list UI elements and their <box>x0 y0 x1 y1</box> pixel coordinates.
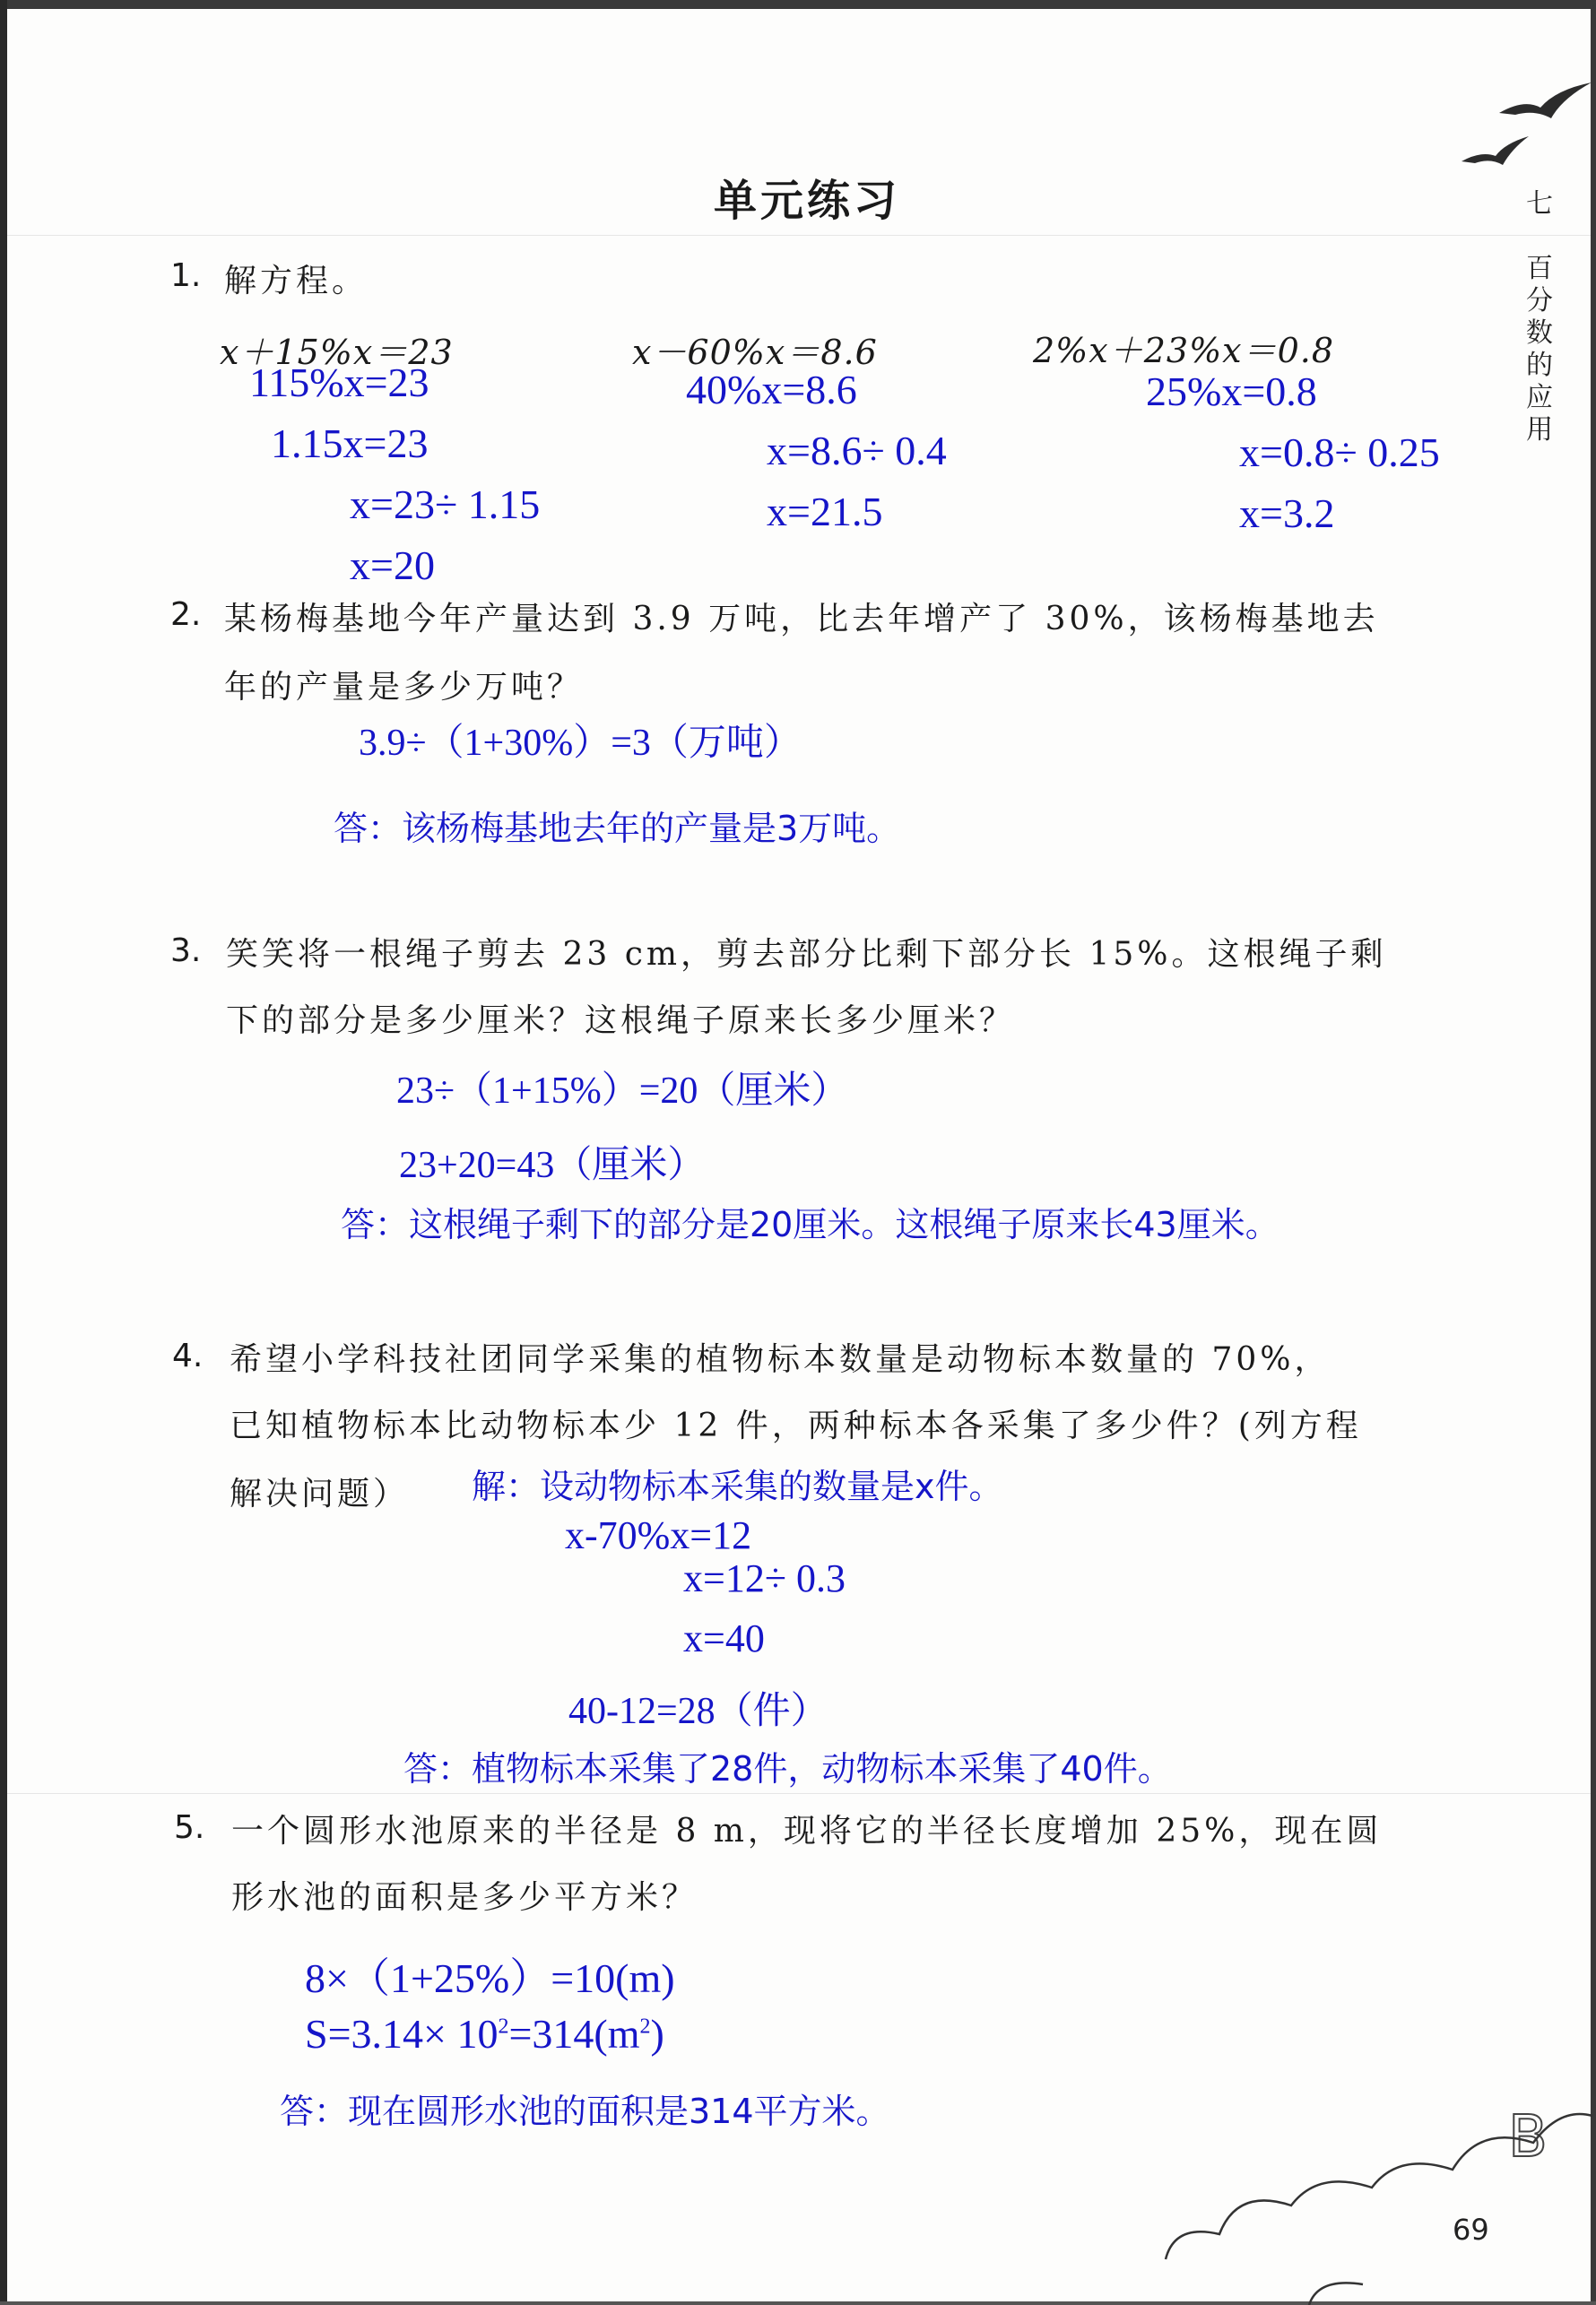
chapter-number: 七 <box>1526 188 1553 220</box>
q1-equation-2: x－60%x＝8.6 <box>632 333 878 372</box>
q3-answer: 答：这根绳子剩下的部分是20厘米。这根绳子原来长43厘米。 <box>341 1205 1279 1244</box>
birds-icon <box>1462 82 1592 165</box>
q5-number: 5. <box>174 1809 205 1846</box>
q1-solution-2-step-1: 40%x=8.6 <box>686 367 857 412</box>
q3-work-2: 23+20=43（厘米） <box>399 1145 706 1186</box>
q1-solution-3-step-2: x=0.8÷ 0.25 <box>1239 429 1440 475</box>
q5-work-2-unit-exponent: 2 <box>639 2015 651 2039</box>
q1-solution-1-step-4: x=20 <box>350 542 435 588</box>
q5-work-2-part-c: ) <box>650 2011 664 2057</box>
q5-work-1: 8×（1+25%）=10(m) <box>305 1955 675 2001</box>
q4-setup: 解：设动物标本采集的数量是x件。 <box>472 1467 1003 1506</box>
q3-work-1: 23÷（1+15%）=20（厘米） <box>396 1070 849 1112</box>
margin-mark-icon: B <box>1508 2104 1548 2171</box>
q4-number: 4. <box>172 1338 204 1374</box>
side-chapter-label <box>1524 188 1555 446</box>
q4-work-2: x=12÷ 0.3 <box>683 1556 846 1600</box>
q1-solution-2-step-3: x=21.5 <box>767 489 883 534</box>
q5-answer: 答：现在圆形水池的面积是314平方米。 <box>280 2092 890 2131</box>
q4-answer: 答：植物标本采集了28件，动物标本采集了40件。 <box>403 1749 1172 1789</box>
q1-number: 1. <box>170 257 202 294</box>
q1-prompt: 解方程。 <box>224 263 369 299</box>
q2-text-line-2: 年的产量是多少万吨？ <box>224 669 584 706</box>
q4-work-1: x-70%x=12 <box>565 1513 752 1557</box>
page-title: 单元练习 <box>713 176 900 226</box>
q5-text-line-1: 一个圆形水池原来的半径是 8 m，现将它的半径长度增加 25%，现在圆 <box>231 1813 1383 1850</box>
q5-work-2-part-b: =314(m <box>508 2011 640 2057</box>
q1-solution-3-step-3: x=3.2 <box>1239 490 1335 536</box>
page-number: 69 <box>1453 2213 1489 2247</box>
q4-work-4: 40-12=28（件） <box>568 1691 828 1732</box>
q1-equation-1: x＋15%x＝23 <box>220 333 454 372</box>
q5-work-2 <box>305 2010 664 2058</box>
q2-answer: 答：该杨梅基地去年的产量是3万吨。 <box>334 809 901 848</box>
q2-text-line-1: 某杨梅基地今年产量达到 3.9 万吨，比去年增产了 30%，该杨梅基地去 <box>224 601 1379 637</box>
q1-equation-3: 2%x＋23%x＝0.8 <box>1033 331 1335 370</box>
q4-work-3: x=40 <box>683 1616 765 1660</box>
q1-solution-3-step-1: 25%x=0.8 <box>1146 368 1317 414</box>
q4-text-line-1: 希望小学科技社团同学采集的植物标本数量是动物标本数量的 70%， <box>230 1341 1331 1378</box>
q3-text-line-2: 下的部分是多少厘米？这根绳子原来长多少厘米？ <box>226 1002 1016 1039</box>
q5-work-2-part-a: S=3.14× 10 <box>305 2011 499 2057</box>
q4-text-line-2: 已知植物标本比动物标本少 12 件，两种标本各采集了多少件？(列方程 <box>230 1408 1362 1444</box>
q1-solution-1-step-1: 115%x=23 <box>249 360 429 405</box>
q3-text-line-1: 笑笑将一根绳子剪去 23 cm，剪去部分比剩下部分长 15%。这根绳子剩 <box>226 936 1387 973</box>
q4-text-line-3: 解决问题） <box>230 1476 410 1512</box>
q5-work-2-exponent: 2 <box>498 2015 509 2039</box>
q2-work: 3.9÷（1+30%）=3（万吨） <box>359 723 802 764</box>
q3-number: 3. <box>170 932 202 969</box>
chapter-title: 百分数的应用 <box>1526 253 1553 446</box>
q1-solution-1-step-2: 1.15x=23 <box>271 420 429 466</box>
q1-solution-2-step-2: x=8.6÷ 0.4 <box>767 428 947 473</box>
q1-solution-1-step-3: x=23÷ 1.15 <box>350 481 541 527</box>
q5-text-line-2: 形水池的面积是多少平方米？ <box>231 1879 698 1916</box>
q2-number: 2. <box>170 596 202 633</box>
